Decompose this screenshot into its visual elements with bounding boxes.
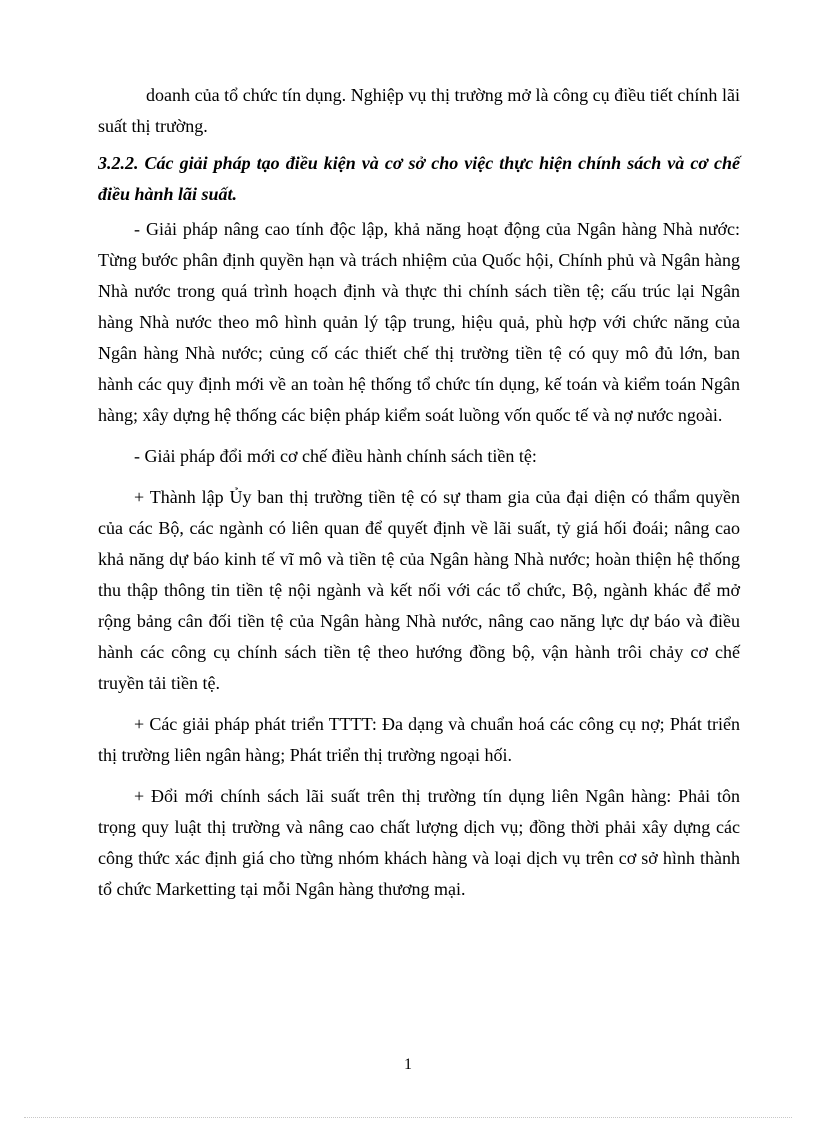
paragraph-independence: - Giải pháp nâng cao tính độc lập, khả năng hoạt động của Ngân hàng Nhà nước: Từng bước phân định quyền hạn và trách nhiệm của Quốc hội, Chính phủ và Ngân hàng Nhà nước trong quá trình hoạch định và thực thi chính sách tiền tệ; cấu trúc lại Ngân hàng Nhà nước theo mô hình quản lý tập trung, hiệu quả, phù hợp với chức năng của Ngân hàng Nhà nước; củng cố các thiết chế thị trường tiền tệ có quy mô đủ lớn, ban hành các quy định mới về an toàn hệ thống tổ chức tín dụng, kế toán và kiểm toán Ngân hàng; xây dựng hệ thống các biện pháp kiểm soát luồng vốn quốc tế và nợ nước ngoài. [98,219,740,425]
paragraph-interest-rate-reform: + Đổi mới chính sách lãi suất trên thị trường tín dụng liên Ngân hàng: Phải tôn trọng quy luật thị trường và nâng cao chất lượng dịch vụ; đồng thời phải xây dựng các công thức xác định giá cho từng nhóm khách hàng và loại dịch vụ trên cơ sở hình thành tổ chức Marketting tại mỗi Ngân hàng thương mại. [98,786,740,899]
section-heading: 3.2.2. Các giải pháp tạo điều kiện và cơ sở cho việc thực hiện chính sách và cơ chế điều hành lãi suất. [98,153,740,204]
paragraph-policy-reform: - Giải pháp đổi mới cơ chế điều hành chính sách tiền tệ: [134,446,537,466]
paragraph-market-development: + Các giải pháp phát triển TTTT: Đa dạng và chuẩn hoá các công cụ nợ; Phát triển thị trường liên ngân hàng; Phát triển thị trường ngoại hối. [98,714,740,765]
page-number: 1 [404,1056,412,1073]
continuation-paragraph: doanh của tổ chức tín dụng. Nghiệp vụ thị trường mở là công cụ điều tiết chính lãi suất thị trường. [98,85,740,136]
page-bottom-divider [24,1117,792,1118]
document-page [98,80,740,905]
paragraph-monetary-committee: + Thành lập Ủy ban thị trường tiền tệ có sự tham gia của đại diện có thẩm quyền của các Bộ, các ngành có liên quan để quyết định về lãi suất, tỷ giá hối đoái; nâng cao khả năng dự báo kinh tế vĩ mô và tiền tệ của Ngân hàng Nhà nước; hoàn thiện hệ thống thu thập thông tin tiền tệ nội ngành và kết nối với các tổ chức, Bộ, ngành khác để mở rộng bảng cân đối tiền tệ của Ngân hàng Nhà nước, nâng cao năng lực dự báo và điều hành các công cụ chính sách tiền tệ theo hướng đồng bộ, vận hành trôi chảy cơ chế truyền tải tiền tệ. [98,487,740,693]
